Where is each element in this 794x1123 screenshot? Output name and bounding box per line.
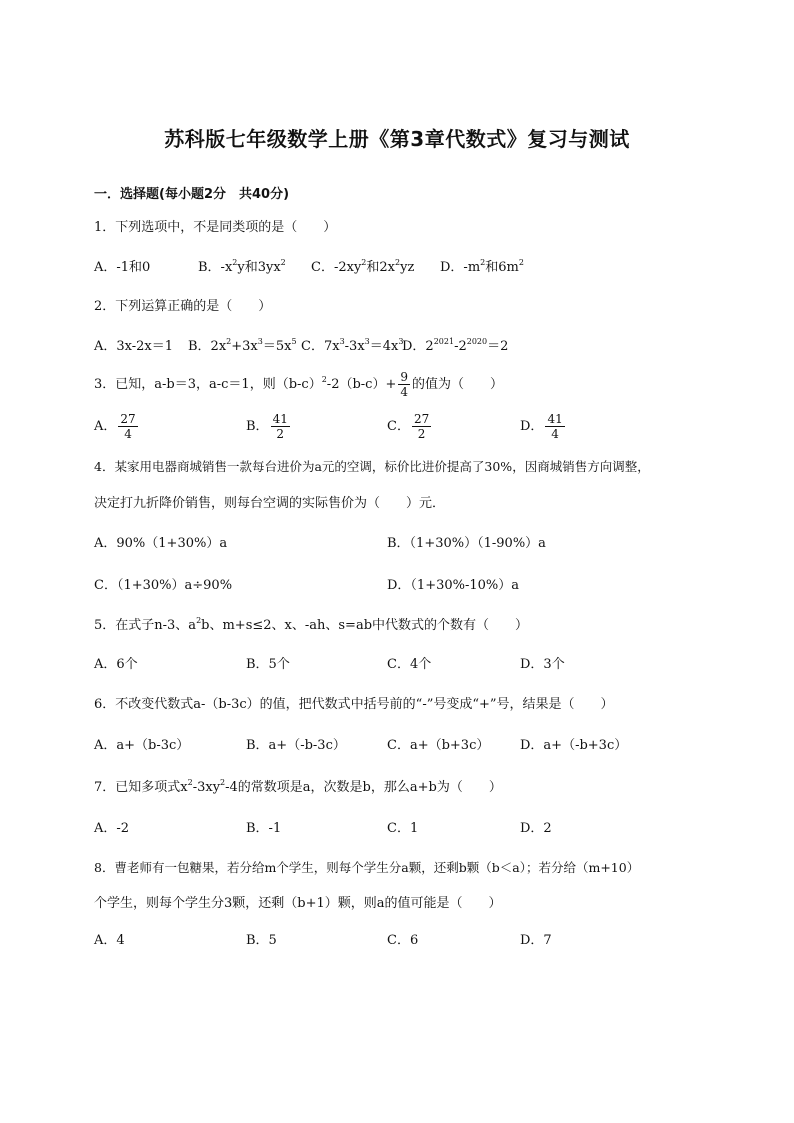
- fraction: $\frac{27}{2}$: [413, 412, 430, 441]
- section-heading: 一．选择题(每小题2分 共40分): [94, 187, 290, 202]
- question-7-option-c: C．1: [387, 821, 419, 836]
- question-4-option-d: D．（1+30%-10%）a: [387, 578, 520, 593]
- question-4-stem-line-1: 4．某家用电器商城销售一款每台进价为a元的空调，标价比进价提高了30%，因商城销售方向调整，: [94, 459, 650, 474]
- question-2-option-c: C．$7x^3-3x^3=4x^3$: [301, 337, 404, 354]
- question-5-option-c: C．4个: [387, 657, 432, 672]
- question-6-option-a: A．a+（b-3c）: [94, 738, 190, 753]
- question-5-option-a: A．6个: [94, 657, 138, 672]
- question-3-option-a: A． $\frac{27}{4}$: [94, 412, 136, 441]
- question-8-option-c: C．6: [387, 933, 419, 948]
- question-5-option-d: D．3个: [520, 657, 565, 672]
- question-1-option-b: B．$-x^2y$和$3yx^2$: [198, 258, 286, 275]
- question-2-option-d: D．$2^{2021}-2^{2020}=2$: [402, 337, 509, 354]
- question-3-option-d: D． $\frac{41}{4}$: [520, 412, 563, 441]
- fraction: $\frac{9}{4}$: [400, 370, 408, 399]
- question-1-option-d: D．$-m^2$和$6m^2$: [440, 258, 524, 275]
- question-8-option-a: A．4: [94, 933, 125, 948]
- question-8-stem-line-1: 8．曹老师有一包糖果，若分给m个学生，则每个学生分a颗，还剩b颗（b＜a）；若分给（m+10）: [94, 860, 640, 875]
- question-4-option-a: A．90%（1+30%）a: [94, 536, 228, 551]
- question-4-option-c: C．（1+30%）a÷90%: [94, 578, 233, 593]
- question-7-option-a: A．-2: [94, 821, 130, 836]
- question-8-option-d: D．7: [520, 933, 552, 948]
- question-6-stem: 6．不改变代数式a-（b-3c）的值，把代数式中括号前的“-”号变成“+”号，结果是（ ）: [94, 697, 614, 712]
- question-6-option-b: B．a+（-b-3c）: [246, 738, 346, 753]
- question-1-option-a: A．-1和0: [94, 260, 151, 275]
- fraction: $\frac{41}{2}$: [272, 412, 288, 441]
- question-6-option-d: D．a+（-b+3c）: [520, 738, 628, 753]
- page-title: 苏科版七年级数学上册《第3章代数式》复习与测试: [164, 127, 630, 151]
- question-1-option-c: C．$-2xy^2$和$2x^2yz$: [311, 258, 415, 275]
- question-8-stem-line-2: 个学生，则每个学生分3颗，还剩（b+1）颗，则a的值可能是（ ）: [94, 896, 502, 911]
- question-5-option-b: B．5个: [246, 657, 290, 672]
- fraction: $\frac{41}{4}$: [547, 412, 563, 441]
- question-8-option-b: B．5: [246, 933, 277, 948]
- question-5-stem: 5．在式子n-3、$a^2b$、m+s≤2、x、-ah、s=ab中代数式的个数有（ ）: [94, 616, 529, 633]
- question-7-option-d: D．2: [520, 821, 552, 836]
- question-1-stem: 1．下列选项中，不是同类项的是（ ）: [94, 220, 337, 235]
- fraction: $\frac{27}{4}$: [120, 412, 136, 441]
- question-7-stem: 7．已知多项式$x^2-3xy^2-4$的常数项是a，次数是b，那么a+b为（ ）: [94, 778, 502, 795]
- question-4-option-b: B．（1+30%）（1-90%）a: [387, 536, 546, 551]
- question-2-option-b: B．$2x^2+3x^3=5x^5$: [188, 337, 297, 354]
- question-2-stem: 2．下列运算正确的是（ ）: [94, 299, 272, 314]
- question-4-stem-line-2: 决定打九折降价销售，则每台空调的实际售价为（ ）元．: [94, 496, 446, 511]
- question-3-option-c: C． $\frac{27}{2}$: [387, 412, 430, 441]
- question-3-stem: 3．已知，a-b＝3，a-c＝1，则$(b-c)^2-2(b-c)+$ $\frac{9}{4}$ 的值为（ ）: [94, 370, 504, 399]
- question-3-option-b: B． $\frac{41}{2}$: [246, 412, 288, 441]
- question-6-option-c: C．a+（b+3c）: [387, 738, 490, 753]
- question-7-option-b: B．-1: [246, 821, 282, 836]
- question-2-option-a: A．3x-2x＝1: [94, 339, 174, 354]
